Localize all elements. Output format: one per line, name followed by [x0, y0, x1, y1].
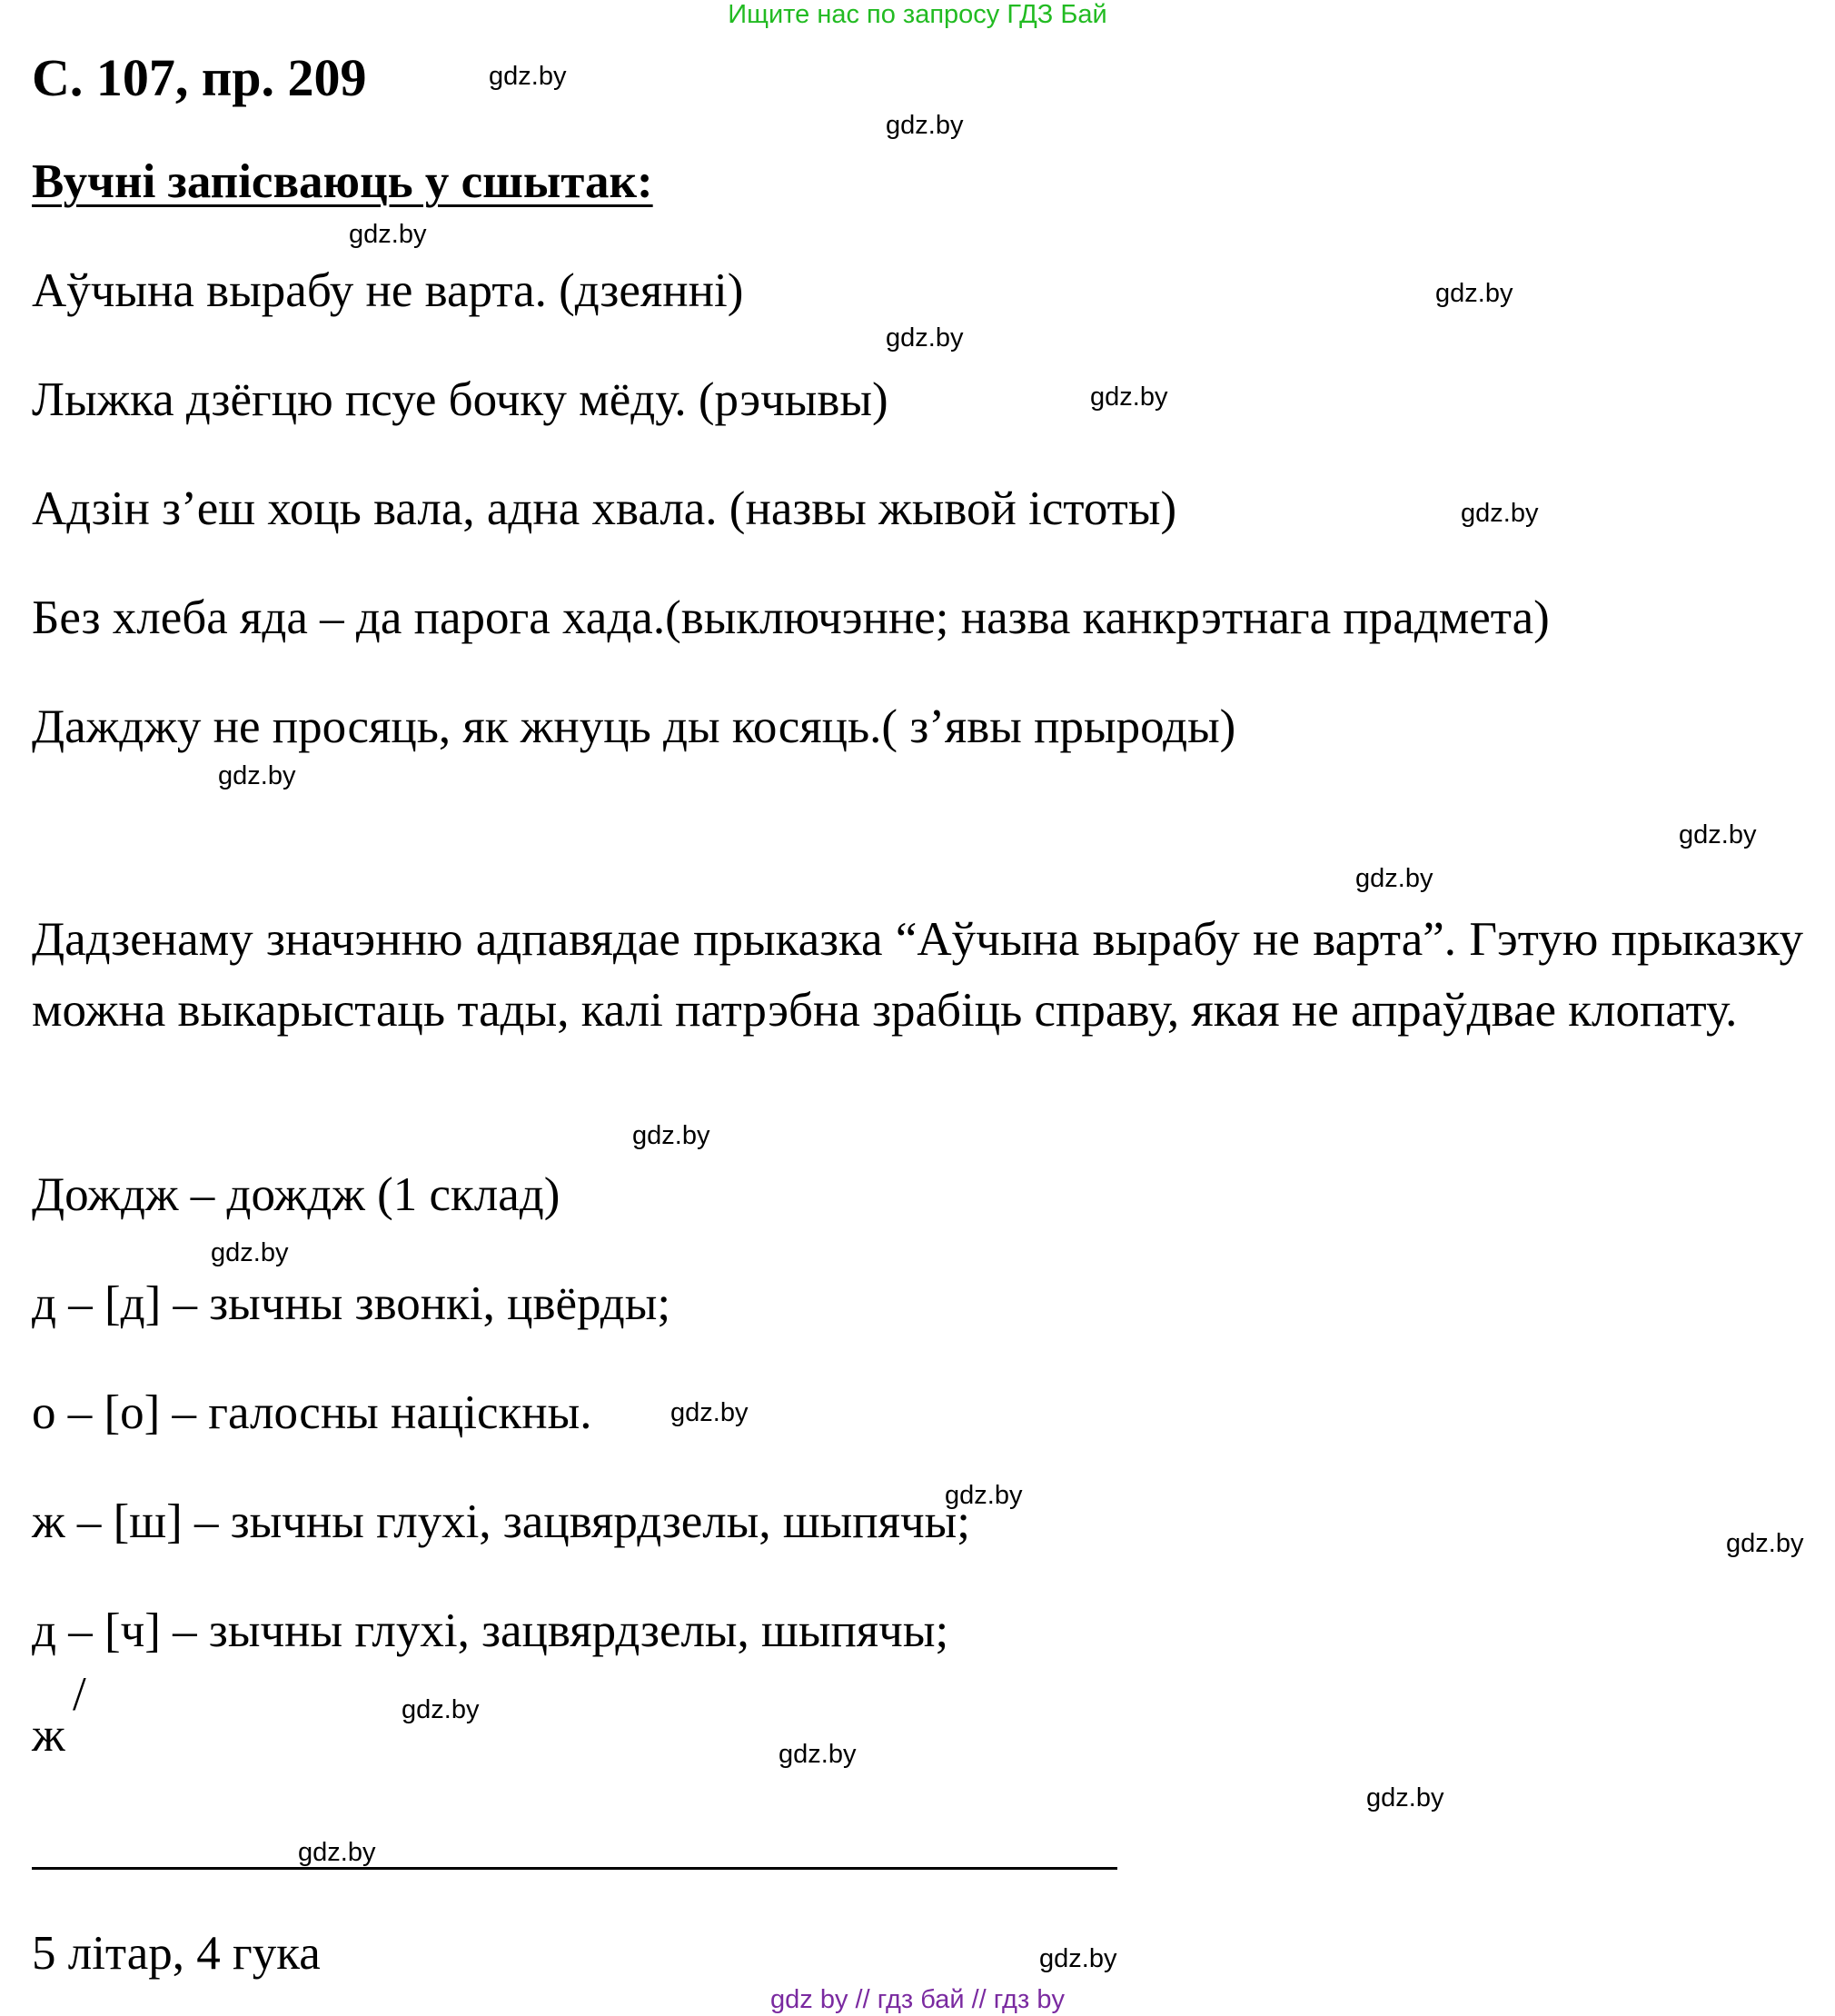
page-title: С. 107, пр. 209 — [32, 48, 367, 107]
watermark: gdz.by — [1435, 279, 1513, 308]
word-analysis-heading: Дождж – дождж (1 склад) — [32, 1168, 560, 1221]
watermark: gdz.by — [1726, 1529, 1804, 1558]
watermark: gdz.by — [489, 62, 567, 91]
sound-analysis-line: ж – [ш] – зычны глухі, зацвярдзелы, шыпячы; — [32, 1495, 970, 1548]
watermark: gdz.by — [1355, 864, 1433, 893]
proverb-line: Аўчына вырабу не варта. (дзеянні) — [32, 264, 744, 317]
proverb-line: Адзін з’еш хоць вала, адна хвала. (назвы жывой істоты) — [32, 482, 1177, 535]
sound-analysis-line: о – [о] – галосны націскны. — [32, 1386, 592, 1439]
slash-mark: / — [73, 1668, 86, 1721]
watermark: gdz.by — [632, 1121, 710, 1150]
watermark: gdz.by — [1366, 1783, 1444, 1812]
watermark: gdz.by — [779, 1740, 857, 1769]
watermark: gdz.by — [218, 761, 296, 790]
proverb-line: Лыжка дзёгцю псуе бочку мёду. (рэчывы) — [32, 373, 888, 426]
watermark: gdz.by — [298, 1838, 376, 1867]
proverb-line: Дажджу не просяць, як жнуць ды косяць.( з’явы прыроды) — [32, 700, 1236, 753]
watermark: gdz.by — [886, 323, 964, 353]
watermark: gdz.by — [670, 1398, 749, 1427]
watermark: gdz.by — [211, 1238, 289, 1267]
watermark: gdz.by — [886, 111, 964, 140]
top-banner: Ищите нас по запросу ГДЗ Бай — [728, 0, 1107, 29]
watermark: gdz.by — [945, 1481, 1023, 1510]
watermark: gdz.by — [1461, 499, 1539, 528]
watermark: gdz.by — [1039, 1944, 1117, 1973]
bottom-banner: gdz by // гдз бай // гдз by — [770, 1985, 1065, 2014]
watermark: gdz.by — [349, 220, 427, 249]
sound-analysis-line: д – [д] – зычны звонкі, цвёрды; — [32, 1277, 671, 1330]
letter-below: ж — [32, 1709, 65, 1762]
sound-analysis-line: д – [ч] – зычны глухі, зацвярдзелы, шыпячы; — [32, 1604, 949, 1657]
explanation-paragraph: Дадзенаму значэнню адпавядае прыказка “Аўчына вырабу не варта”. Гэтую прыказку можна выкарыстаць тады, калі патрэбна зрабіць справу, якая не апраўдвае клопату. — [32, 913, 1803, 1037]
proverb-line: Без хлеба яда – да парога хада.(выключэнне; назва канкрэтнага прадмета) — [32, 591, 1550, 644]
divider-line — [32, 1867, 1117, 1870]
watermark: gdz.by — [1679, 820, 1757, 849]
watermark: gdz.by — [402, 1695, 480, 1724]
section-subtitle: Вучні запісваюць у сшытак: — [32, 155, 653, 208]
letter-sound-summary: 5 літар, 4 гука — [32, 1927, 321, 1980]
watermark: gdz.by — [1090, 382, 1168, 412]
